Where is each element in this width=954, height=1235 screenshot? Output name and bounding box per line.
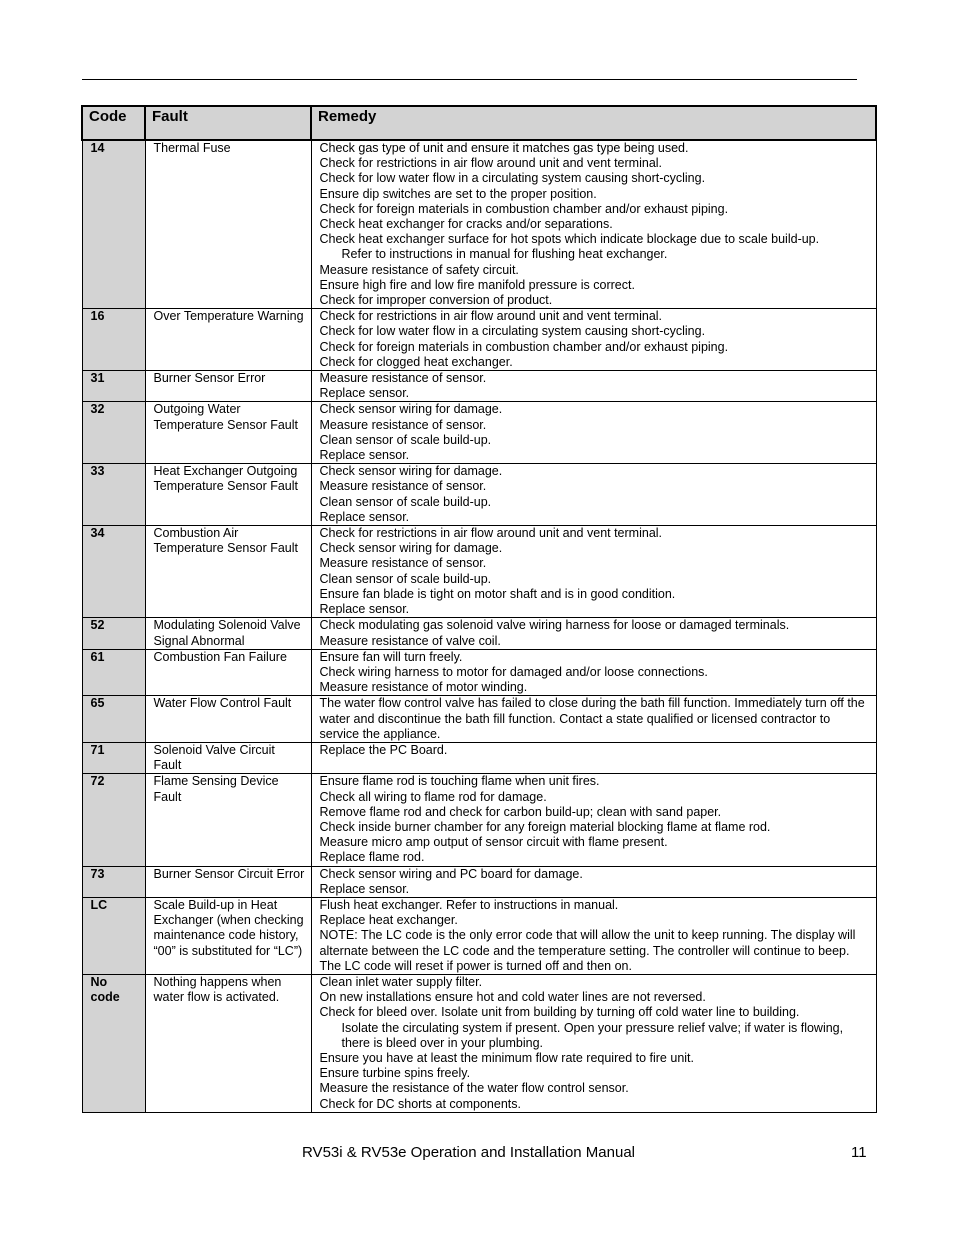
fault-code: 16	[82, 309, 145, 371]
fault-description: Burner Sensor Error	[145, 371, 311, 402]
remedy-line: Clean inlet water supply filter.	[319, 974, 483, 989]
remedy-line: Check for restrictions in air flow around unit and vent terminal.	[319, 309, 663, 324]
table-row	[82, 371, 876, 402]
remedy-line: Measure resistance of valve coil.	[319, 633, 501, 648]
remedy-line: Check modulating gas solenoid valve wiring harness for loose or damaged terminals.	[319, 618, 790, 633]
fault-description: Combustion Fan Failure	[145, 649, 311, 696]
remedy-line: Check for improper conversion of product.	[319, 293, 553, 308]
remedy-cell	[311, 774, 876, 866]
table-row	[82, 897, 876, 974]
fault-description: Outgoing Water Temperature Sensor Fault	[145, 402, 311, 464]
remedy-line: Clean sensor of scale build-up.	[319, 432, 492, 447]
fault-code: No code	[82, 974, 145, 1112]
remedy-line: Check for bleed over. Isolate unit from building by turning off cold water line to building.	[319, 1005, 800, 1020]
remedy-line: Check for restrictions in air flow around unit and vent terminal.	[319, 156, 663, 171]
remedy-line: Check sensor wiring for damage.	[319, 541, 503, 556]
remedy-line: Flush heat exchanger. Refer to instructions in manual.	[319, 897, 619, 912]
remedy-cell	[311, 309, 876, 371]
remedy-line: Measure the resistance of the water flow control sensor.	[319, 1081, 629, 1096]
remedy-line: Check wiring harness to motor for damaged and/or loose connections.	[319, 664, 708, 679]
fault-description: Burner Sensor Circuit Error	[145, 866, 311, 897]
fault-description: Heat Exchanger Outgoing Temperature Sensor Fault	[145, 464, 311, 526]
remedy-cell	[311, 649, 876, 696]
fault-description: Combustion Air Temperature Sensor Fault	[145, 526, 311, 618]
remedy-cell	[311, 464, 876, 526]
table-row	[82, 649, 876, 696]
remedy-line: Ensure dip switches are set to the proper position.	[319, 186, 597, 201]
fault-code-table	[81, 105, 877, 1113]
fault-code: 65	[82, 696, 145, 743]
fault-description: Water Flow Control Fault	[145, 696, 311, 743]
fault-code: 73	[82, 866, 145, 897]
fault-description: Over Temperature Warning	[145, 309, 311, 371]
header-rule	[82, 79, 857, 80]
remedy-cell	[311, 897, 876, 974]
fault-description: Scale Build-up in Heat Exchanger (when checking maintenance code history, “00” is substituted for “LC”)	[145, 897, 311, 974]
remedy-line: Ensure fan will turn freely.	[319, 649, 463, 664]
remedy-cell	[311, 140, 876, 309]
remedy-line: Measure resistance of sensor.	[319, 556, 487, 571]
remedy-line: Ensure high fire and low fire manifold pressure is correct.	[319, 277, 635, 292]
header-remedy: Remedy	[311, 106, 876, 140]
remedy-line: Replace sensor.	[319, 509, 410, 524]
remedy-line: Check sensor wiring for damage.	[319, 464, 503, 479]
table-row	[82, 464, 876, 526]
remedy-cell	[311, 974, 876, 1112]
remedy-line: Check sensor wiring and PC board for damage.	[319, 866, 583, 881]
remedy-cell	[311, 371, 876, 402]
fault-code: 33	[82, 464, 145, 526]
table-row	[82, 526, 876, 618]
table-row	[82, 742, 876, 773]
remedy-line: Ensure fan blade is tight on motor shaft and is in good condition.	[319, 586, 676, 601]
table-row	[82, 402, 876, 464]
remedy-line: Check for DC shorts at components.	[319, 1096, 521, 1111]
remedy-cell	[311, 402, 876, 464]
remedy-line: Replace sensor.	[319, 448, 410, 463]
remedy-line: Check for low water flow in a circulating system causing short-cycling.	[319, 171, 706, 186]
fault-description: Flame Sensing Device Fault	[145, 774, 311, 866]
table-header-row	[82, 106, 876, 140]
remedy-line: Check heat exchanger surface for hot spots which indicate blockage due to scale build-up.	[319, 232, 820, 247]
remedy-line: Check for foreign materials in combustion chamber and/or exhaust piping.	[319, 339, 729, 354]
table-row	[82, 309, 876, 371]
table-row	[82, 696, 876, 743]
remedy-line: Clean sensor of scale build-up.	[319, 494, 492, 509]
header-fault: Fault	[145, 106, 311, 140]
fault-description: Solenoid Valve Circuit Fault	[145, 742, 311, 773]
remedy-line: Check gas type of unit and ensure it matches gas type being used.	[319, 141, 689, 155]
table-row	[82, 866, 876, 897]
remedy-cell	[311, 696, 876, 743]
remedy-line: Check for restrictions in air flow around unit and vent terminal.	[319, 526, 663, 541]
remedy-line: Check sensor wiring for damage.	[319, 402, 503, 417]
remedy-line: Replace sensor.	[319, 602, 410, 617]
fault-code: 71	[82, 742, 145, 773]
fault-code: LC	[82, 897, 145, 974]
remedy-line: Check inside burner chamber for any foreign material blocking flame at flame rod.	[319, 819, 771, 834]
remedy-line: Ensure you have at least the minimum flow rate required to fire unit.	[319, 1050, 694, 1065]
fault-description: Nothing happens when water flow is activated.	[145, 974, 311, 1112]
remedy-line: Measure resistance of safety circuit.	[319, 262, 519, 277]
fault-code: 52	[82, 618, 145, 649]
remedy-line: Measure resistance of sensor.	[319, 371, 487, 386]
remedy-line: Ensure flame rod is touching flame when unit fires.	[319, 774, 600, 789]
fault-description: Thermal Fuse	[145, 140, 311, 309]
remedy-line: Isolate the circulating system if present. Open your pressure relief valve; if water is flowing, there is bleed over in your plumbing.	[341, 1020, 844, 1050]
remedy-line: On new installations ensure hot and cold water lines are not reversed.	[319, 990, 706, 1005]
footer-page-number: 11	[851, 1144, 867, 1161]
remedy-line: Replace sensor.	[319, 881, 410, 896]
remedy-line: Replace sensor.	[319, 386, 410, 401]
remedy-line: Replace the PC Board.	[319, 742, 448, 757]
table-row	[82, 618, 876, 649]
fault-code: 31	[82, 371, 145, 402]
remedy-cell	[311, 526, 876, 618]
remedy-line: Check all wiring to flame rod for damage.	[319, 789, 547, 804]
remedy-line: Check for low water flow in a circulating system causing short-cycling.	[319, 324, 706, 339]
remedy-line: Measure resistance of motor winding.	[319, 680, 528, 695]
remedy-cell	[311, 742, 876, 773]
remedy-line: Check for clogged heat exchanger.	[319, 354, 513, 369]
remedy-line: Refer to instructions in manual for flushing heat exchanger.	[341, 247, 668, 262]
fault-code: 32	[82, 402, 145, 464]
remedy-line: Remove flame rod and check for carbon build-up; clean with sand paper.	[319, 804, 722, 819]
remedy-cell	[311, 618, 876, 649]
remedy-line: Replace heat exchanger.	[319, 913, 458, 928]
remedy-line: NOTE: The LC code is the only error code that will allow the unit to keep running. The display will alternate between the LC code and the temperature setting. The controller will continue to beep. The LC code will reset if power is turned off and then on.	[319, 928, 856, 973]
remedy-line: Ensure turbine spins freely.	[319, 1066, 471, 1081]
remedy-line: The water flow control valve has failed to close during the bath fill function. Immediately turn off the water and discontinue the bath fill function. Contact a state qualified or licensed contractor to service the appliance.	[319, 696, 865, 741]
fault-code: 14	[82, 140, 145, 309]
table-row	[82, 140, 876, 309]
fault-code: 72	[82, 774, 145, 866]
remedy-line: Measure resistance of sensor.	[319, 417, 487, 432]
remedy-line: Replace flame rod.	[319, 850, 425, 865]
remedy-line: Measure resistance of sensor.	[319, 479, 487, 494]
remedy-line: Check for foreign materials in combustion chamber and/or exhaust piping.	[319, 201, 729, 216]
remedy-line: Check heat exchanger for cracks and/or separations.	[319, 217, 613, 232]
footer-manual-title: RV53i & RV53e Operation and Installation Manual	[302, 1144, 635, 1161]
fault-code: 61	[82, 649, 145, 696]
table-row	[82, 774, 876, 866]
table-row	[82, 974, 876, 1112]
remedy-line: Measure micro amp output of sensor circuit with flame present.	[319, 835, 668, 850]
remedy-cell	[311, 866, 876, 897]
remedy-line: Clean sensor of scale build-up.	[319, 571, 492, 586]
fault-code: 34	[82, 526, 145, 618]
fault-description: Modulating Solenoid Valve Signal Abnormal	[145, 618, 311, 649]
header-code: Code	[82, 106, 145, 140]
